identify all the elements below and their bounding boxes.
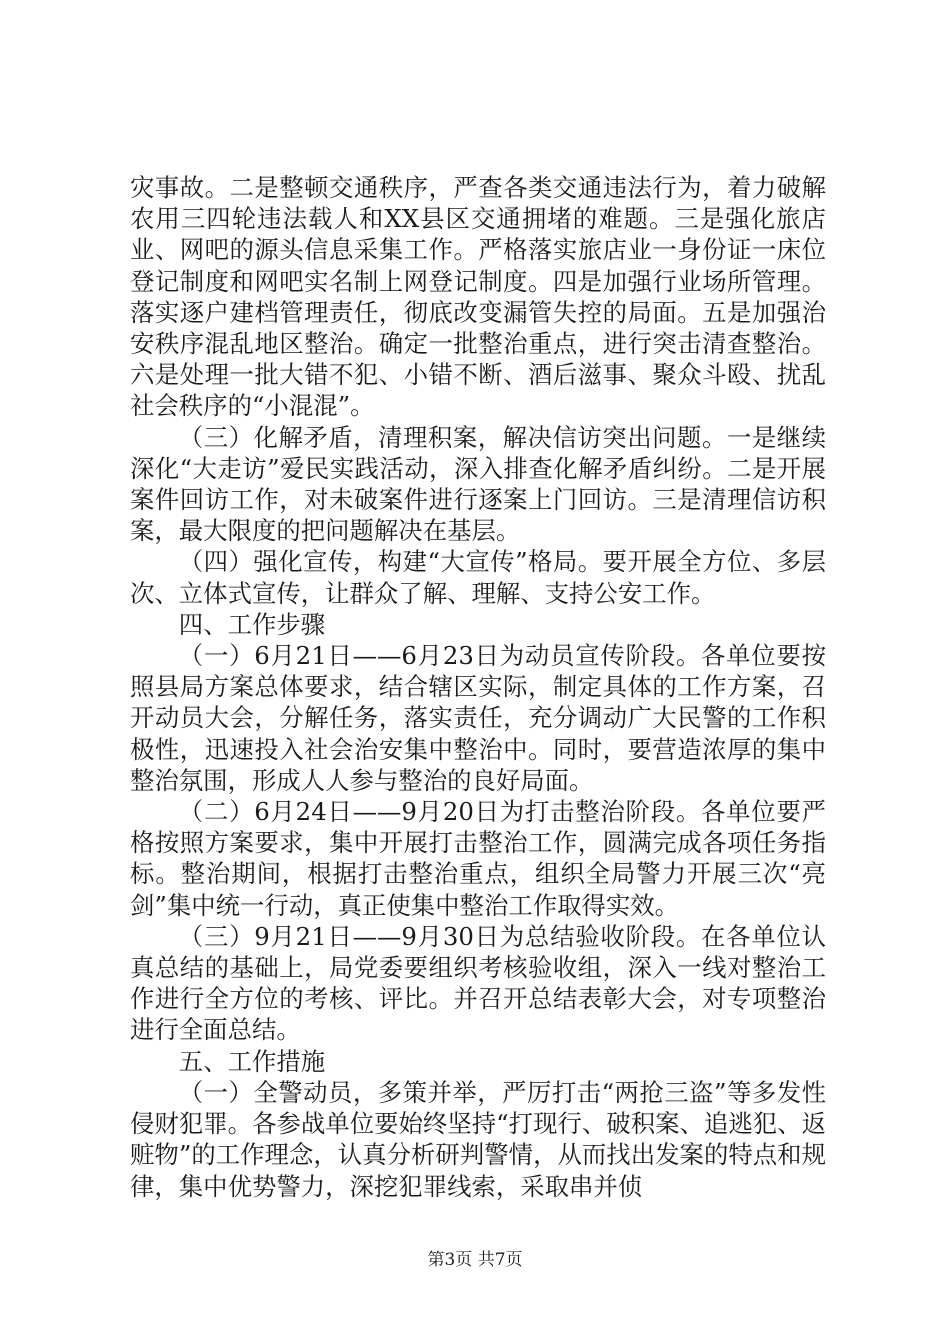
heading-work-measures: 五、工作措施 (178, 1046, 326, 1076)
paragraph-step-1: （一）6月21日——6月23日为动员宣传阶段。各单位要按照县局方案总体要求，结合辖区实际，制定具体的工作方案，召开动员大会，分解任务，落实责任，充分调动广大民警的工作积极性，迅速投入社会治安集中整治中。同时，要营造浓厚的集中整治氛围，形成人人参与整治的良好局面。 (130, 641, 826, 795)
heading-work-steps: 四、工作步骤 (178, 609, 326, 639)
page-footer: 第3页 共7页 (427, 1250, 523, 1270)
paragraph-step-2: （二）6月24日——9月20日为打击整治阶段。各单位要严格按照方案要求，集中开展打击整治工作，圆满完成各项任务指标。整治期间，根据打击整治重点，组织全局警力开展三次“亮剑”集中统一行动，真正使集中整治工作取得实效。 (130, 797, 826, 920)
paragraph-continuation: 灾事故。二是整顿交通秩序，严查各类交通违法行为，着力破解农用三四轮违法载人和XX县区交通拥堵的难题。三是强化旅店业、网吧的源头信息采集工作。严格落实旅店业一身份证一床位登记制度和网吧实名制上网登记制度。四是加强行业场所管理。落实逐户建档管理责任，彻底改变漏管失控的局面。五是加强治安秩序混乱地区整治。确定一批整治重点，进行突击清查整治。六是处理一批大错不犯、小错不断、酒后滋事、聚众斗殴、扰乱社会秩序的“小混混”。 (130, 173, 826, 421)
document-body (130, 172, 826, 1202)
paragraph-section-3-3: （三）化解矛盾，清理积案，解决信访突出问题。一是继续深化“大走访”爱民实践活动，深入排查化解矛盾纠纷。二是开展案件回访工作，对未破案件进行逐案上门回访。三是清理信访积案，最大限度的把问题解决在基层。 (130, 422, 826, 546)
paragraph-step-3: （三）9月21日——9月30日为总结验收阶段。在各单位认真总结的基础上，局党委要组织考核验收组，深入一线对整治工作进行全方位的考核、评比。并召开总结表彰大会，对专项整治进行全面总结。 (130, 921, 826, 1045)
paragraph-measure-1: （一）全警动员，多策并举，严厉打击“两抢三盗”等多发性侵财犯罪。各参战单位要始终坚持“打现行、破积案、追逃犯、返赃物”的工作理念，认真分析研判警情，从而找出发案的特点和规律，集中优势警力，深挖犯罪线索，采取串并侦 (130, 1077, 826, 1201)
paragraph-section-3-4: （四）强化宣传，构建“大宣传”格局。要开展全方位、多层次、立体式宣传，让群众了解、理解、支持公安工作。 (130, 547, 826, 608)
